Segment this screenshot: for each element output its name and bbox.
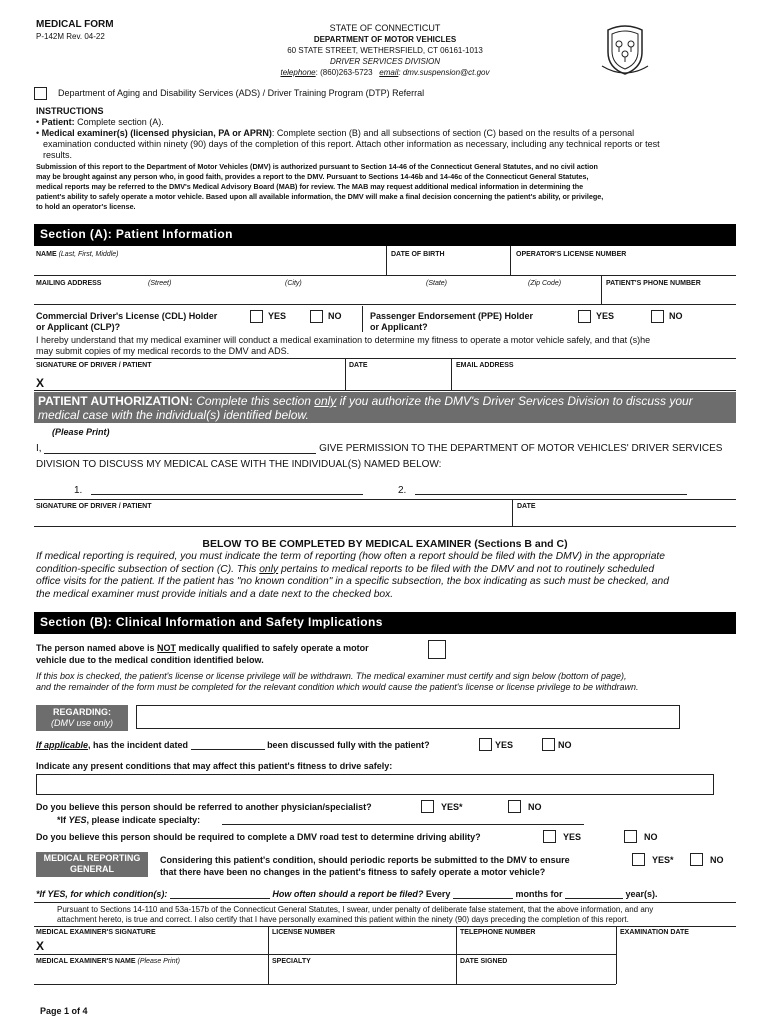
permission-line: I, GIVE PERMISSION TO THE DEPARTMENT OF MOTOR VEHICLES' DRIVER SERVICES	[36, 443, 723, 454]
examiner-signature-x-mark: X	[36, 939, 45, 953]
section-b-header: Section (B): Clinical Information and Safety Implications	[34, 612, 736, 634]
not-qualified-statement: The person named above is NOT medically qualified to safely operate a motor vehicle due to the medical condition identified below.	[36, 643, 369, 665]
examiner-instruction-line2: examination conducted within ninety (90) days of the completion of this report. Attach other information as necessary, including any technical reports or test	[43, 139, 660, 149]
street-hint: (Street)	[148, 280, 172, 287]
department-name: DEPARTMENT OF MOTOR VEHICLES	[313, 35, 457, 44]
examiner-name-field[interactable]: MEDICAL EXAMINER'S NAME (Please Print)	[36, 958, 180, 965]
conditions-input[interactable]	[36, 774, 714, 795]
conditions-list-input[interactable]	[170, 889, 270, 899]
certification-statement: Pursuant to Sections 14-110 and 53a-157b of the Connecticut General Statutes, I swear, under penalty of deliberate false statement, that the above information, and any attachment hereto, is true and correct. I also certify that I have personally examined this patient within the ninety (90) days preceding the completion of this report.	[57, 905, 654, 924]
section-a-header: Section (A): Patient Information	[34, 224, 736, 246]
state-name: STATE OF CONNECTICUT	[329, 23, 441, 33]
cdl-no-checkbox[interactable]	[310, 310, 323, 323]
periodic-no-label: NO	[710, 855, 724, 865]
individual-2-label: 2.	[398, 485, 407, 496]
periodic-yes-checkbox[interactable]	[632, 853, 645, 866]
periodic-no-checkbox[interactable]	[690, 853, 703, 866]
referral-checkbox[interactable]	[34, 87, 47, 100]
authorization-signature-field[interactable]: SIGNATURE OF DRIVER / PATIENT	[36, 503, 152, 510]
examiner-license-field[interactable]: LICENSE NUMBER	[272, 929, 336, 936]
incident-yes-checkbox[interactable]	[479, 738, 492, 751]
legal-notice: Submission of this report to the Department of Motor Vehicles (DMV) is authorized pursuant to Section 14-46 of the Connecticut General Statutes, and no civil action may be brought against any person who, in good faith, provides a report to the DMV. Pursuant to Sections 14-46b and 14-46c of the Connecticut General Statutes, medical reports may be referred to the DMV's Medical Advisory Board (MAB) for review. The MAB may request additional medical information in determining the patient's ability to safely operate a motor vehicle. Based upon all available information, the DMV will make a final decision concerning the patient's ability, or privilege, to hold an operator's license.	[36, 162, 604, 211]
months-input[interactable]	[453, 889, 513, 899]
zip-hint: (Zip Code)	[528, 280, 562, 287]
authorization-date-field[interactable]: DATE	[517, 503, 536, 510]
patient-phone-field[interactable]: PATIENT'S PHONE NUMBER	[606, 280, 701, 287]
examiner-instruction-line3: results.	[43, 150, 73, 160]
ppe-yes-checkbox[interactable]	[578, 310, 591, 323]
mailing-address-field[interactable]: MAILING ADDRESS	[36, 280, 102, 287]
examiner-phone-field[interactable]: TELEPHONE NUMBER	[460, 929, 536, 936]
form-title: MEDICAL FORM	[36, 19, 114, 30]
individual-1-input[interactable]	[91, 485, 363, 495]
referral-label: Department of Aging and Disability Services (ADS) / Driver Training Program (DTP) Referral	[58, 88, 425, 98]
regarding-label: REGARDING: (DMV use only)	[36, 705, 128, 731]
examiner-signature-field[interactable]: MEDICAL EXAMINER'S SIGNATURE	[36, 929, 156, 936]
ppe-no-checkbox[interactable]	[651, 310, 664, 323]
individual-2-input[interactable]	[415, 485, 687, 495]
division-line: DIVISION TO DISCUSS MY MEDICAL CASE WITH THE INDIVIDUAL(S) NAMED BELOW:	[36, 459, 442, 470]
contact-line: telephone: (860)263-5723 email: dmv.suspension@ct.gov	[280, 68, 490, 77]
incident-yes-label: YES	[495, 740, 514, 750]
name-field[interactable]: NAME (Last, First, Middle)	[36, 251, 119, 258]
referral-question: Do you believe this person should be referred to another physician/specialist?	[36, 802, 372, 812]
state-seal-icon	[596, 20, 654, 78]
individual-1-label: 1.	[74, 485, 83, 496]
regarding-input[interactable]	[136, 705, 680, 729]
ppe-question: Passenger Endorsement (PPE) Holder or Applicant?	[370, 311, 534, 332]
report-frequency-line: *If YES, for which condition(s): How often should a report be filed? Every months for year(s).	[36, 889, 658, 899]
license-number-field[interactable]: OPERATOR'S LICENSE NUMBER	[516, 251, 627, 258]
road-test-no-checkbox[interactable]	[624, 830, 637, 843]
not-qualified-checkbox[interactable]	[428, 640, 446, 659]
driver-email-field[interactable]: EMAIL ADDRESS	[456, 362, 514, 369]
examiner-instruction: • Medical examiner(s) (licensed physician, PA or APRN): Complete section (B) and all subsections of section (C) based on the results of a personal	[36, 128, 635, 138]
examiner-intro-text: If medical reporting is required, you must indicate the term of reporting (how often a report should be filed with the DMV) in the appropriate condition-specific subsection of section (C). This only pertains to medical reports to be filed with the DMV and not to routinely scheduled office visits for the patient. If the patient has "no known condition" in a specific subsection, the box indicating as such must be checked, and the medical examiner must provide initials and a date next to the checked box.	[36, 551, 669, 600]
dob-field[interactable]: DATE OF BIRTH	[391, 251, 445, 258]
signature-x-mark: X	[36, 376, 45, 390]
please-print-label: (Please Print)	[52, 427, 110, 437]
understanding-statement: I hereby understand that my medical examiner will conduct a medical examination to determine my fitness to operate a motor vehicle safely, and that (s)he may submit copies of my medical records to the DMV and ADS.	[36, 335, 651, 356]
patient-instruction: • Patient: Complete section (A).	[36, 117, 164, 127]
cdl-yes-checkbox[interactable]	[250, 310, 263, 323]
examination-date-field[interactable]: EXAMINATION DATE	[620, 929, 689, 936]
referral-no-checkbox[interactable]	[508, 800, 521, 813]
periodic-yes-label: YES*	[652, 855, 674, 865]
conditions-prompt: Indicate any present conditions that may affect this patient's fitness to drive safely:	[36, 761, 393, 771]
referral-no-label: NO	[528, 802, 542, 812]
authorization-banner: PATIENT AUTHORIZATION: Complete this section only if you authorize the DMV's Driver Services Division to discuss your medical case with the individual(s) identified below.	[34, 392, 736, 423]
incident-question: If applicable, has the incident dated been discussed fully with the patient?	[36, 740, 430, 750]
years-input[interactable]	[565, 889, 623, 899]
referral-yes-checkbox[interactable]	[421, 800, 434, 813]
incident-no-label: NO	[558, 740, 572, 750]
cdl-no-label: NO	[328, 311, 342, 321]
medical-reporting-label: MEDICAL REPORTING GENERAL	[36, 852, 148, 877]
cdl-question: Commercial Driver's License (CDL) Holder or Applicant (CLP)?	[36, 311, 218, 332]
examiner-heading: BELOW TO BE COMPLETED BY MEDICAL EXAMINER (Sections B and C)	[202, 538, 568, 550]
agency-address: 60 STATE STREET, WETHERSFIELD, CT 06161-1013	[287, 46, 483, 55]
road-test-question: Do you believe this person should be required to complete a DMV road test to determine driving ability?	[36, 832, 481, 842]
instructions-heading: INSTRUCTIONS	[36, 106, 104, 116]
driver-date-field[interactable]: DATE	[349, 362, 368, 369]
withdrawal-notice: If this box is checked, the patient's license or license privilege will be withdrawn. The medical examiner must certify and sign below (bottom of page), and the remainder of the form must be completed for the relevant condition which would cause the patient's license or license privilege to be withdrawn.	[36, 671, 639, 692]
specialty-input[interactable]	[222, 815, 584, 825]
city-hint: (City)	[285, 280, 302, 287]
driver-signature-field[interactable]: SIGNATURE OF DRIVER / PATIENT	[36, 362, 152, 369]
agency-header	[240, 23, 530, 78]
examiner-specialty-field[interactable]: SPECIALTY	[272, 958, 311, 965]
ppe-yes-label: YES	[596, 311, 615, 321]
cdl-yes-label: YES	[268, 311, 287, 321]
incident-no-checkbox[interactable]	[542, 738, 555, 751]
page-number: Page 1 of 4	[40, 1006, 88, 1016]
form-id: P-142M Rev. 04-22	[36, 32, 105, 41]
authorizer-name-input[interactable]	[44, 444, 316, 454]
periodic-report-question: Considering this patient's condition, should periodic reports be submitted to the DMV to ensure that there have been no changes in the patient's fitness to safely operate a motor vehicle?	[160, 855, 570, 877]
ppe-no-label: NO	[669, 311, 683, 321]
specialty-prompt: *If YES, please indicate specialty:	[57, 815, 201, 825]
instructions	[36, 106, 736, 212]
state-hint: (State)	[426, 280, 448, 287]
road-test-no-label: NO	[644, 832, 658, 842]
road-test-yes-checkbox[interactable]	[543, 830, 556, 843]
referral-yes-label: YES*	[441, 802, 463, 812]
incident-date-input[interactable]	[191, 740, 265, 750]
road-test-yes-label: YES	[563, 832, 582, 842]
division-name: DRIVER SERVICES DIVISION	[329, 57, 441, 66]
date-signed-field[interactable]: DATE SIGNED	[460, 958, 508, 965]
